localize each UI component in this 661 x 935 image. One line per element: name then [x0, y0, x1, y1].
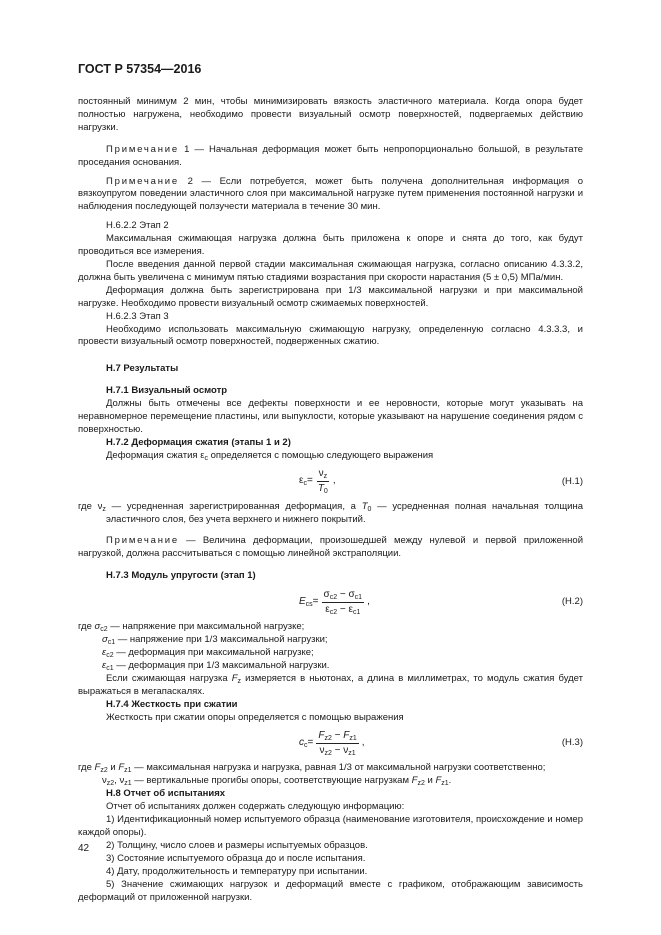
legend-line: $\varepsilon_{c1}$ — деформация при 1/3 максимальной нагрузки. [102, 659, 330, 672]
list-item: 3) Состояние испытуемого образца до и после испытания. [106, 852, 366, 864]
note-text: 2 — Если потребуется, может быть получена дополнительная информация о вязкоупругом поведении эластичного слоя при максимальной нагрузке путем применения постоянной нагрузки и наблюдения последующей ползучести материала в течение 30 мин. [78, 175, 583, 213]
legend-line: где $F_{z2}$ и $F_{z1}$ — максимальная нагрузка и нагрузка, равная 1/3 от максимальной нагрузки соответственно; [78, 762, 546, 775]
fraction: $\frac{\sigma_{c2} - \sigma_{c1}}{\varepsilon_{c2} - \varepsilon_{c1}}$ [323, 588, 363, 616]
legend-line: $\nu_{z2}$, $\nu_{z1}$ — вертикальные прогибы опоры, соответствующие нагрузкам $F_{z2}$ и $F_{z1}$. [102, 775, 452, 788]
paragraph: постоянный минимум 2 мин, чтобы минимизировать вязкость эластичного материала. Когда опора будет полностью нагружена, необходимо провести визуальный осмотр поверхностей, подвергаемых действию нагрузки. [78, 96, 583, 133]
formula-number: (Н.2) [561, 596, 583, 608]
formula-number: (Н.1) [561, 475, 583, 487]
section-heading-h623: Н.6.2.3 Этап 3 [106, 310, 169, 322]
note-label: Примечание [106, 143, 179, 155]
page-number: 42 [78, 843, 90, 854]
list-item: 5) Значение сжимающих нагрузок и деформаций вместе с графиком, отображающим зависимость деформаций от приложенной нагрузки. [78, 878, 583, 903]
paragraph: Должны быть отмечены все дефекты поверхности и ее неровности, которые могут указывать на неравномерное перемещение пластины, или выпуклости, которые указывают на нарушение соединения рядом с поверхностью. [78, 398, 583, 435]
note-label: Примечание [106, 535, 179, 547]
formula-expression: $c_c$ = $\frac{F_{z2} - F_{z1}}{\nu_{z2} - \nu_{z1}}$ , [299, 729, 365, 757]
section-heading-h74: Н.7.4 Жесткость при сжатии [106, 698, 238, 710]
legend-line: где $\sigma_{c2}$ — напряжение при максимальной нагрузке; [78, 621, 305, 634]
note-text: — Величина деформации, произошедшей между нулевой и первой приложенной нагрузкой, должна рассчитываться с помощью линейной экстраполяции. [78, 535, 583, 560]
section-heading-h7: Н.7 Результаты [106, 363, 179, 375]
note-1 [78, 144, 583, 170]
paragraph: Деформация должна быть зарегистрирована при 1/3 максимальной нагрузки и при максимальной нагрузке. Необходимо провести визуальный осмотр сжимаемых поверхностей. [78, 284, 583, 309]
legend-line: $\varepsilon_{c2}$ — деформация при максимальной нагрузке; [102, 647, 314, 659]
list-item: 1) Идентификационный номер испытуемого образца (наименование изготовителя, происхождение и номер каждой опоры). [78, 814, 583, 838]
formula-number: (Н.3) [561, 737, 583, 749]
section-heading-h73: Н.7.3 Модуль упругости (этап 1) [106, 570, 256, 582]
paragraph: Максимальная сжимающая нагрузка должна быть приложена к опоре и снята до того, как будут проводиться все измерения. [78, 233, 583, 258]
legend-line: $\sigma_{c1}$ — напряжение при 1/3 максимальной нагрузки; [102, 634, 328, 647]
note-label: Примечание [106, 175, 179, 187]
note-text: 1 — Начальная деформация может быть непропорционально большой, в результате проседания основания. [78, 143, 583, 168]
section-heading-h622: Н.6.2.2 Этап 2 [106, 220, 169, 232]
document-code: ГОСТ Р 57354—2016 [78, 62, 202, 76]
fraction: $\frac{F_{z2} - F_{z1}}{\nu_{z2} - \nu_{z1}}$ [318, 729, 357, 757]
text: Деформация сжатия [106, 449, 201, 461]
note-2 [78, 176, 583, 215]
formula-expression: $\varepsilon_c$ = $\frac{\nu_z}{T_0}$ , [299, 468, 336, 496]
section-heading-h8: Н.8 Отчет об испытаниях [106, 788, 226, 800]
paragraph [78, 450, 583, 463]
formula-n2 [78, 587, 583, 617]
paragraph: После введения данной первой стадии максимальная сжимающая нагрузка, согласно описанию 4.3.3.2, должна быть увеличена с минимум пятью стадиями возрастания при скорости нарастания (5 ± 0,5) МПа/мин. [78, 258, 583, 283]
list-item: 4) Дату, продолжительность и температуру при испытании. [106, 865, 368, 877]
formula-n3 [78, 728, 583, 758]
paragraph: Необходимо использовать максимальную сжимающую нагрузку, определенную согласно 4.3.3.3, и провести визуальный осмотр поверхностей, подверженных сжатию. [78, 323, 583, 348]
section-heading-h72: Н.7.2 Деформация сжатия (этапы 1 и 2) [106, 436, 291, 448]
paragraph: Если сжимающая нагрузка $F_z$ измеряется в ньютонах, а длина в миллиметрах, то модуль сжатия будет выражаться в мегапаскалях. [78, 672, 583, 697]
formula-expression: $E_{cs}$ = $\frac{\sigma_{c2} - \sigma_{c1}}{\varepsilon_{c2} - \varepsilon_{c1}}$ , [299, 588, 370, 616]
section-heading-h71: Н.7.1 Визуальный осмотр [106, 385, 228, 397]
paragraph: Отчет об испытаниях должен содержать следующую информацию: [106, 801, 405, 813]
formula-n1 [78, 467, 583, 497]
subscript: c [204, 454, 208, 462]
note-3 [78, 535, 583, 561]
formula-legend: где $\nu_z$ — усредненная зарегистрированная деформация, а $T_0$ — усредненная полная начальная толщина эластичного слоя, без учета верхнего и нижнего покрытий. [78, 500, 583, 525]
page-body [78, 96, 583, 904]
symbol: ε [200, 449, 205, 461]
text: определяется с помощью следующего выражения [207, 449, 434, 461]
paragraph: Жесткость при сжатии опоры определяется с помощью выражения [106, 711, 404, 723]
list-item: 2) Толщину, число слоев и размеры испытуемых образцов. [106, 839, 368, 851]
fraction: $\frac{\nu_z}{T_0}$ [317, 468, 328, 496]
